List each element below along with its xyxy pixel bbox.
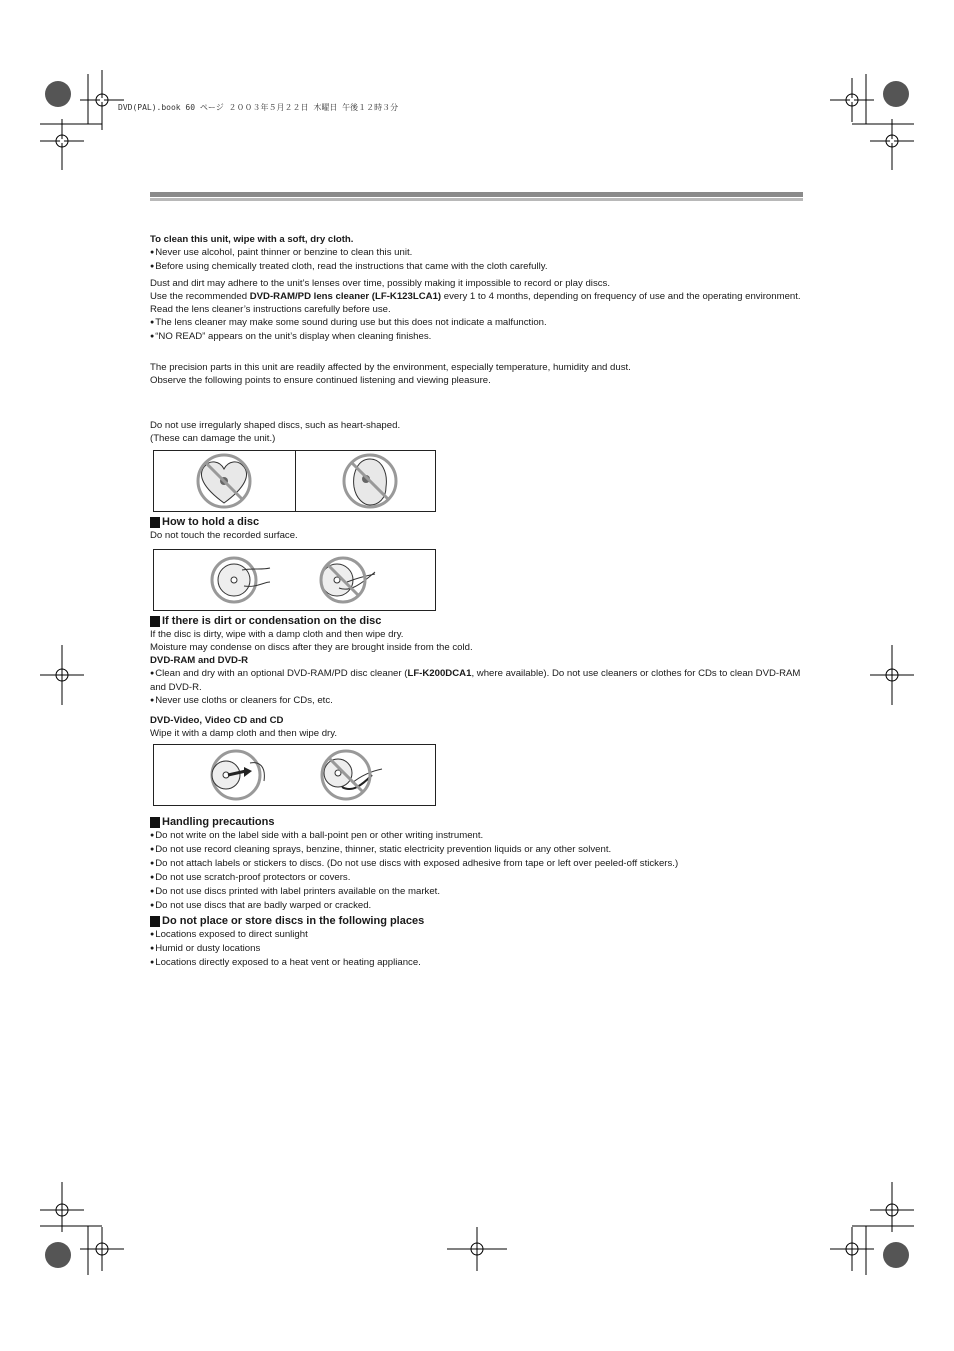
- handling-section: [150, 815, 815, 913]
- hold-heading-text: How to hold a disc: [162, 516, 260, 528]
- circular-wipe-disc-prohibited-icon: [312, 747, 392, 803]
- handling-bullet: ● Do not write on the label side with a ball-point pen or other writing instrument.: [150, 829, 815, 843]
- handling-heading: [150, 815, 815, 829]
- dirt-heading: [150, 614, 810, 628]
- wipe-disc-figure: [153, 744, 436, 806]
- handling-bullet: ● Do not use discs printed with label printers available on the market.: [150, 885, 815, 899]
- storage-section: [150, 914, 810, 970]
- handling-bullet: ● Do not use scratch-proof protectors or covers.: [150, 871, 815, 885]
- hold-text: Do not touch the recorded surface.: [150, 530, 298, 541]
- oval-disc-prohibited-icon: [338, 453, 402, 509]
- disc-cleaner-product: LF-K200DCA1: [407, 668, 472, 679]
- lens-text: Use the recommended: [150, 291, 250, 302]
- dirt-line: Wipe it with a damp cloth and then wipe dry.: [150, 728, 337, 739]
- storage-heading: [150, 914, 810, 928]
- unit-cleaning-bullet: ● Before using chemically treated cloth, read the instructions that came with the cloth carefully.: [150, 260, 810, 274]
- dirt-section: [150, 614, 810, 740]
- dirt-bullet: [150, 667, 810, 694]
- lens-bullet: ● “NO READ” appears on the unit’s display when cleaning finishes.: [150, 330, 805, 344]
- unit-cleaning-heading: To clean this unit, wipe with a soft, dry cloth.: [150, 234, 354, 245]
- hold-disc-figure: [153, 549, 436, 611]
- irregular-line: (These can damage the unit.): [150, 433, 276, 444]
- section-square-icon: [150, 616, 160, 627]
- precision-section: [150, 361, 810, 387]
- handling-bullet: ● Do not use discs that are badly warped or cracked.: [150, 899, 815, 913]
- dirt-heading-text: If there is dirt or condensation on the disc: [162, 615, 382, 627]
- irregular-line: Do not use irregularly shaped discs, such as heart-shaped.: [150, 420, 401, 431]
- lens-recommendation: [150, 290, 805, 303]
- heart-disc-prohibited-icon: [192, 453, 256, 509]
- precision-line: The precision parts in this unit are readily affected by the environment, especially temperature, humidity and dust.: [150, 362, 631, 373]
- dirt-bullet-text: ● Clean and dry with an optional DVD-RAM/PD disc cleaner (: [150, 668, 407, 679]
- hand-touching-disc-prohibited-icon: [309, 552, 389, 608]
- dirt-line: Moisture may condense on discs after they are brought inside from the cold.: [150, 642, 473, 653]
- unit-cleaning-bullet: ● Never use alcohol, paint thinner or benzine to clean this unit.: [150, 246, 810, 260]
- dirt-line: If the disc is dirty, wipe with a damp cloth and then wipe dry.: [150, 629, 404, 640]
- hand-holding-disc-icon: [204, 552, 284, 608]
- precision-line: Observe the following points to ensure continued listening and viewing pleasure.: [150, 375, 491, 386]
- hold-heading: [150, 515, 810, 529]
- lens-section: [150, 277, 805, 344]
- handling-bullet: ● Do not use record cleaning sprays, benzine, thinner, static electricity prevention liquids or any other solvent.: [150, 843, 815, 857]
- storage-heading-text: Do not place or store discs in the following places: [162, 915, 425, 927]
- dvd-video-subheading: DVD-Video, Video CD and CD: [150, 715, 284, 726]
- title-bar-shadow: [150, 198, 803, 201]
- irregular-disc-figure: [153, 450, 436, 512]
- section-square-icon: [150, 517, 160, 528]
- hold-section: [150, 515, 810, 542]
- section-square-icon: [150, 916, 160, 927]
- lens-line: Read the lens cleaner’s instructions carefully before use.: [150, 304, 391, 315]
- dvd-ram-subheading: DVD-RAM and DVD-R: [150, 655, 249, 666]
- unit-cleaning-section: [150, 233, 810, 274]
- figure-divider: [295, 451, 296, 511]
- handling-bullet: ● Do not attach labels or stickers to discs. (Do not use discs with exposed adhesive from tape or left over peeled-off stickers.): [150, 857, 815, 871]
- title-bar: [150, 192, 803, 197]
- radial-wipe-disc-icon: [200, 747, 280, 803]
- section-square-icon: [150, 817, 160, 828]
- lens-product-name: DVD-RAM/PD lens cleaner (LF-K123LCA1): [249, 291, 442, 302]
- storage-bullet: ● Locations exposed to direct sunlight: [150, 928, 810, 942]
- lens-line: Dust and dirt may adhere to the unit’s lenses over time, possibly making it impossible to record or play discs.: [150, 278, 610, 289]
- lens-bullet: ● The lens cleaner may make some sound during use but this does not indicate a malfunction.: [150, 316, 805, 330]
- storage-bullet: ● Locations directly exposed to a heat vent or heating appliance.: [150, 956, 810, 970]
- handling-heading-text: Handling precautions: [162, 816, 275, 828]
- dirt-bullet: ● Never use cloths or cleaners for CDs, etc.: [150, 694, 810, 708]
- book-header-line: DVD(PAL).book 60 ページ ２００３年５月２２日 木曜日 午後１２時３分: [118, 103, 399, 112]
- irregular-disc-section: [150, 419, 810, 445]
- dirt-bullet-text: , where available). Do not use cleaners or clothes for CDs to clean DVD-RAM and DVD-R.: [150, 668, 801, 693]
- storage-bullet: ● Humid or dusty locations: [150, 942, 810, 956]
- lens-text: every 1 to 4 months, depending on frequency of use and the operating environment.: [441, 291, 801, 302]
